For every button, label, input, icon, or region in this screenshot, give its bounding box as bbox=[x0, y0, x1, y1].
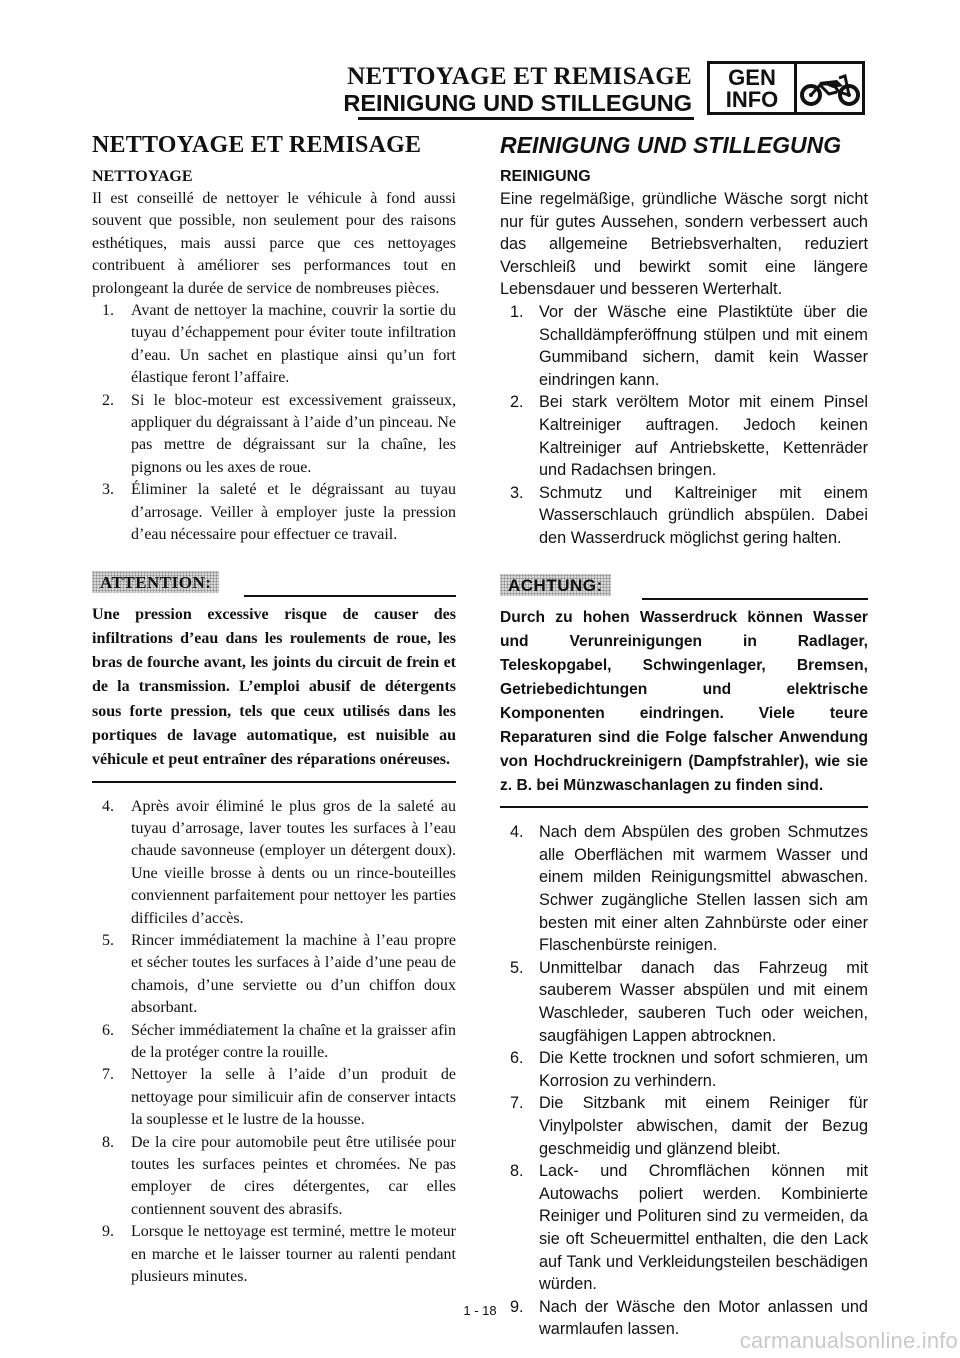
step-text: Sécher immédiatement la chaîne et la graisser afin de la protéger contre la rouille. bbox=[131, 1021, 456, 1062]
list-item bbox=[92, 796, 456, 930]
section-title-fr: NETTOYAGE ET REMISAGE bbox=[92, 132, 422, 158]
steps-list-fr-1 bbox=[92, 300, 456, 546]
step-number: 1. bbox=[510, 302, 524, 321]
steps-list-de-2 bbox=[500, 821, 868, 1341]
list-item bbox=[500, 1092, 868, 1160]
list-item bbox=[92, 390, 456, 480]
badge-line2: INFO bbox=[725, 87, 779, 112]
step-number: 4. bbox=[102, 797, 114, 815]
list-item bbox=[92, 1064, 456, 1131]
column-german bbox=[500, 128, 868, 1341]
list-item bbox=[92, 300, 456, 390]
page-number: 1 - 18 bbox=[463, 1303, 497, 1318]
step-number: 4. bbox=[510, 823, 524, 842]
list-item bbox=[500, 1160, 868, 1296]
intro-paragraph-de: Eine regelmäßige, gründliche Wäsche sorgt nicht nur für gutes Aussehen, sondern verbessert auch das allgemeine Betriebsverhalten, reduziert Verschleiß und bewirkt somit eine längere Lebensdauer und besseren Werterhalt. bbox=[500, 190, 868, 299]
watermark[interactable]: carmanualsonline.info bbox=[739, 1328, 958, 1353]
caution-label-fr: ATTENTION: bbox=[92, 571, 219, 593]
step-text: Éliminer la saleté et le dégraissant au tuyau d’arrosage. Veiller à employer juste la pression d’eau nécessaire pour effectuer ce travail. bbox=[131, 481, 456, 544]
step-text: Lack- und Chromflächen können mit Autowachs poliert werden. Kombinierte Reiniger und Polituren sind zu vermeiden, da sie oft Scheuermittel enthalten, die den Lack auf Tank und Verkleidungsteilen beschädigen würden. bbox=[539, 1162, 868, 1294]
intro-paragraph-fr: Il est conseillé de nettoyer le véhicule à fond aussi souvent que possible, non seulement pour des raisons esthétiques, mais aussi parce que ces nettoyages contribuent à améliorer ses performances tout en prolongeant la durée de service de nombreuses pièces. bbox=[92, 190, 456, 297]
list-item bbox=[92, 1132, 456, 1222]
list-item bbox=[500, 821, 868, 957]
step-number: 3. bbox=[102, 481, 114, 499]
step-text: Vor der Wäsche eine Plastiktüte über die Schalldämpferöffnung stülpen und mit einem Gummiband sichern, damit kein Wasser eindringen kann. bbox=[539, 302, 868, 389]
list-item bbox=[500, 482, 868, 550]
motorcycle-icon bbox=[797, 64, 862, 112]
section-badge bbox=[707, 61, 865, 115]
step-text: Avant de nettoyer la machine, couvrir la sortie du tuyau d’échappement pour éviter toute infiltration d’eau. Un sachet en plastique ainsi qu’un fort élastique feront l’affaire. bbox=[131, 302, 456, 387]
steps-list-fr-2 bbox=[92, 796, 456, 1289]
step-number: 8. bbox=[102, 1133, 114, 1151]
step-number: 3. bbox=[510, 483, 524, 502]
caution-rule bbox=[642, 598, 868, 600]
caution-end-rule bbox=[500, 806, 868, 808]
step-number: 2. bbox=[510, 393, 524, 412]
caution-box-de bbox=[500, 574, 868, 809]
step-number: 7. bbox=[102, 1066, 114, 1084]
step-number: 1. bbox=[102, 302, 114, 320]
header-title-de: REINIGUNG UND STILLEGUNG bbox=[343, 90, 692, 116]
caution-label-de: ACHTUNG: bbox=[500, 574, 611, 596]
step-text: Lorsque le nettoyage est terminé, mettre le moteur en marche et le laisser tourner au ralenti pendant plusieurs minutes. bbox=[131, 1223, 456, 1286]
list-item bbox=[92, 479, 456, 546]
list-item bbox=[92, 930, 456, 1020]
list-item bbox=[500, 957, 868, 1047]
step-text: Die Kette trocknen und sofort schmieren, um Korrosion zu verhindern. bbox=[539, 1049, 868, 1090]
list-item bbox=[92, 1221, 456, 1288]
step-text: De la cire pour automobile peut être utilisée pour toutes les surfaces peintes et chromées. Ne pas employer de cires détergentes, car elles contiennent souvent des abrasifs. bbox=[131, 1133, 456, 1218]
step-number: 6. bbox=[102, 1021, 114, 1039]
step-number: 5. bbox=[510, 958, 524, 977]
step-text: Bei stark veröltem Motor mit einem Pinsel Kaltreiniger auftragen. Jedoch keinen Kaltreiniger auf Antriebskette, Kettenräder und Radachsen bringen. bbox=[539, 393, 868, 480]
step-text: Après avoir éliminé le plus gros de la saleté au tuyau d’arrosage, laver toutes les surfaces à l’eau chaude savonneuse (employer un détergent doux). Une vieille brosse à dents ou un rince-bouteilles conviennent parfaitement pour nettoyer les parties difficiles d’accès. bbox=[131, 797, 456, 927]
caution-text-fr: Une pression excessive risque de causer des infiltrations d’eau dans les roulements de roue, les bras de fourche avant, les joints du circuit de frein et de la transmission. L’emploi abusif de détergents sous forte pression, tels que ceux utilisés dans les portiques de lavage automatique, est nuisible au véhicule et peut entraîner des réparations onéreuses. bbox=[92, 605, 456, 769]
subsection-title-fr: NETTOYAGE bbox=[92, 168, 193, 185]
step-text: Nach der Wäsche den Motor anlassen und warmlaufen lassen. bbox=[539, 1297, 868, 1339]
caution-rule bbox=[244, 595, 456, 597]
subsection-title-de: REINIGUNG bbox=[500, 168, 591, 185]
header-title-fr: NETTOYAGE ET REMISAGE bbox=[347, 63, 692, 90]
caution-box-fr bbox=[92, 571, 456, 783]
list-item bbox=[500, 1047, 868, 1092]
list-item bbox=[500, 391, 868, 481]
caution-text-de: Durch zu hohen Wasserdruck können Wasser und Verunreinigungen in Radlager, Teleskopgabel, Schwingenlager, Bremsen, Getriebedichtungen und elektrische Komponenten eindringen. Viele teure Reparaturen sind die Folge falscher Anwendung von Hochdruckreinigern (Dampfstrahler), wie sie z. B. bei Münzwaschanlagen zu finden sind. bbox=[500, 608, 868, 795]
step-text: Nach dem Abspülen des groben Schmutzes alle Oberflächen mit warmem Wasser und einem milden Reinigungsmittel abwaschen. Schwer zugängliche Stellen lassen sich am besten mit einer alten Zahnbürste oder einer Flaschenbürste reinigen. bbox=[539, 823, 868, 955]
step-text: Die Sitzbank mit einem Reiniger für Vinylpolster abwischen, damit der Bezug geschmeidig und glänzend bleibt. bbox=[539, 1094, 868, 1158]
step-number: 9. bbox=[102, 1223, 114, 1241]
step-number: 2. bbox=[102, 391, 114, 409]
step-text: Rincer immédiatement la machine à l’eau propre et sécher toutes les surfaces à l’aide d’une peau de chamois, d’une serviette ou d’un chiffon doux absorbant. bbox=[131, 932, 456, 1017]
step-number: 6. bbox=[510, 1049, 524, 1068]
column-french bbox=[92, 128, 456, 1289]
steps-list-de-1 bbox=[500, 301, 868, 550]
caution-end-rule bbox=[92, 781, 456, 783]
list-item bbox=[500, 301, 868, 391]
badge-text bbox=[710, 64, 797, 112]
caution-header bbox=[92, 571, 456, 599]
caution-header bbox=[500, 574, 868, 602]
badge-line1: GEN bbox=[728, 65, 776, 90]
step-number: 9. bbox=[510, 1297, 524, 1316]
step-number: 5. bbox=[102, 932, 114, 950]
section-title-de: REINIGUNG UND STILLEGUNG bbox=[500, 132, 842, 158]
step-text: Nettoyer la selle à l’aide d’un produit de nettoyage pour similicuir afin de conserver intacts la souplesse et le lustre de la housse. bbox=[131, 1066, 456, 1129]
step-text: Unmittelbar danach das Fahrzeug mit sauberem Wasser abspülen und mit einem Waschleder, sauberen Tuch oder weichen, saugfähigen Lappen abtrocknen. bbox=[539, 958, 868, 1045]
step-number: 8. bbox=[510, 1162, 524, 1181]
step-number: 7. bbox=[510, 1094, 524, 1113]
step-text: Schmutz und Kaltreiniger mit einem Wasserschlauch gründlich abspülen. Dabei den Wasserdruck möglichst gering halten. bbox=[539, 483, 868, 547]
step-text: Si le bloc-moteur est excessivement graisseux, appliquer du dégraissant à l’aide d’un pinceau. Ne pas mettre de dégraissant sur la chaîne, les pignons ou les axes de roue. bbox=[131, 391, 456, 476]
header-rule bbox=[358, 117, 694, 120]
list-item bbox=[92, 1020, 456, 1065]
